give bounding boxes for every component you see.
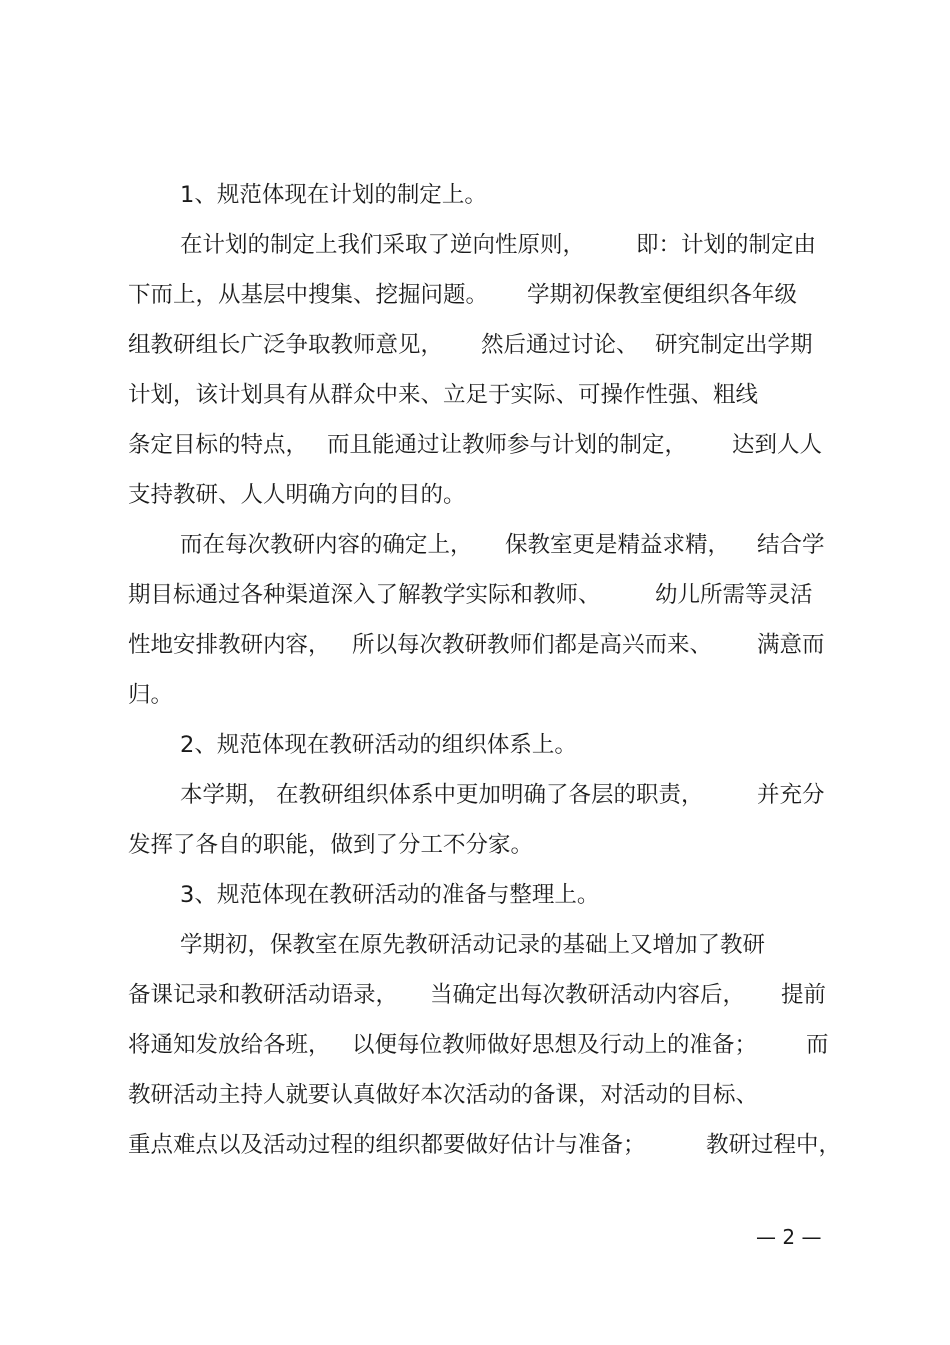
text-segment: 保教室更是精益求精， <box>505 532 731 558</box>
text-segment: 提前 <box>781 982 827 1008</box>
text-segment: 而且能通过让教师参与计划的制定， <box>327 432 688 458</box>
text-segment: 重点难点以及活动过程的组织都要做好估计与准备； <box>128 1132 646 1158</box>
text-segment: 1、规范体现在计划的制定上。 <box>180 182 487 208</box>
text-segment: 在教研组织体系中更加明确了各层的职责， <box>276 782 704 808</box>
text-segment: 即：计划的制定由 <box>636 232 817 258</box>
text-segment: 在计划的制定上我们采取了逆向性原则， <box>180 232 586 258</box>
text-segment: 条定目标的特点， <box>128 432 309 458</box>
text-segment: 教研活动主持人就要认真做好本次活动的备课，对活动的目标、 <box>128 1082 759 1108</box>
text-segment: 下而上，从基层中搜集、挖掘问题。 <box>128 282 489 308</box>
text-segment: 幼儿所需等灵活 <box>655 582 813 608</box>
text-segment: 组教研组长广泛争取教师意见， <box>128 332 444 358</box>
text-segment: 将通知发放给各班， <box>128 1032 331 1058</box>
text-segment: 而在每次教研内容的确定上， <box>180 532 473 558</box>
text-segment: 研究制定出学期 <box>655 332 813 358</box>
page-number: — 2 — <box>756 1225 822 1249</box>
text-segment: 期目标通过各种渠道深入了解教学实际和教师、 <box>128 582 601 608</box>
text-segment: 学期初保教室便组织各年级 <box>527 282 798 308</box>
text-segment: 归。 <box>128 682 174 708</box>
text-segment: 教研过程中， <box>706 1132 842 1158</box>
text-segment: 3、规范体现在教研活动的准备与整理上。 <box>180 882 600 908</box>
text-segment: 支持教研、人人明确方向的目的。 <box>128 482 466 508</box>
text-segment: 备课记录和教研活动语录， <box>128 982 399 1008</box>
text-segment: 而 <box>806 1032 829 1058</box>
text-segment: 2、规范体现在教研活动的组织体系上。 <box>180 732 577 758</box>
text-segment: 满意而 <box>757 632 825 658</box>
text-segment: 然后通过讨论、 <box>481 332 639 358</box>
text-segment: 以便每位教师做好思想及行动上的准备； <box>352 1032 758 1058</box>
text-segment: 所以每次教研教师们都是高兴而来、 <box>352 632 713 658</box>
text-segment: 发挥了各自的职能，做到了分工不分家。 <box>128 832 534 858</box>
text-segment: 达到人人 <box>732 432 823 458</box>
text-segment: 结合学 <box>757 532 825 558</box>
text-segment: 学期初，保教室在原先教研活动记录的基础上又增加了教研 <box>180 932 766 958</box>
text-segment: 本学期， <box>180 782 271 808</box>
text-segment: 并充分 <box>757 782 825 808</box>
text-segment: 性地安排教研内容， <box>128 632 331 658</box>
text-segment: 计划，该计划具有从群众中来、立足于实际、可操作性强、粗线 <box>128 382 759 408</box>
text-segment: 当确定出每次教研活动内容后， <box>430 982 746 1008</box>
